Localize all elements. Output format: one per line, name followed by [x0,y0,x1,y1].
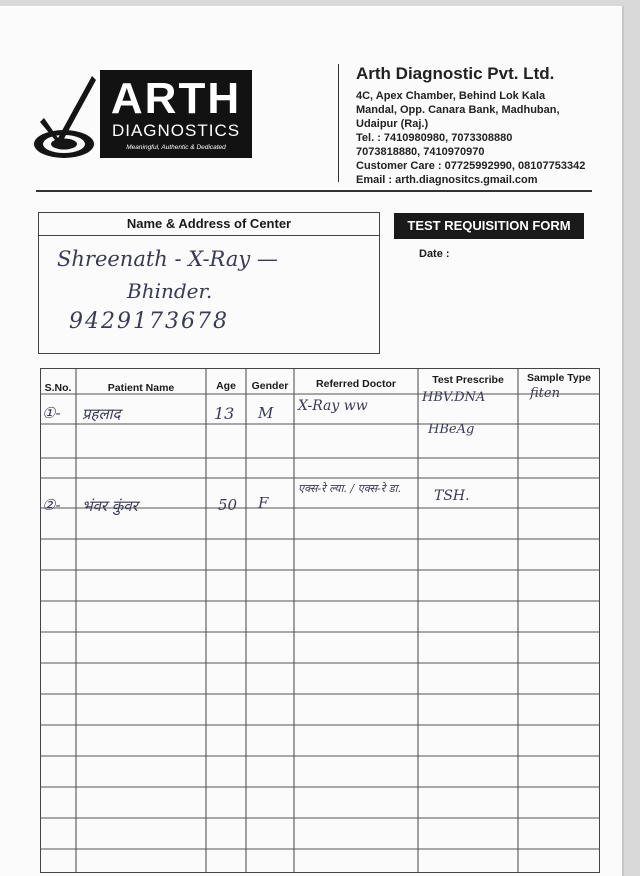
center-town-handwriting: Bhinder. [127,279,213,303]
entry-2-test-1: TSH. [434,488,470,504]
address-line: Udaipur (Raj.) [356,118,429,130]
email: Email : arth.diagnositcs.gmail.com [356,174,538,186]
address-line: Mandal, Opp. Canara Bank, Madhuban, [356,104,560,116]
header-patient-name: Patient Name [107,382,175,394]
entry-1-sample-type: fiten [530,386,560,401]
company-name: Arth Diagnostic Pvt. Ltd. [356,64,555,83]
table-grid [40,368,600,873]
entry-2-age: 50 [218,496,238,514]
patient-table [40,368,600,873]
entry-2-sno: ②- [42,496,61,514]
header-age: Age [216,380,236,392]
entry-1-patient-name: प्रहलाद [82,405,121,423]
entry-1-gender: M [258,404,274,422]
center-name-handwriting: Shreenath - X-Ray — [57,247,278,271]
address-line: 4C, Apex Chamber, Behind Lok Kala [356,90,546,102]
header-rule [36,190,592,192]
company-details [356,62,616,187]
form-title-badge: TEST REQUISITION FORM [394,213,584,239]
header-test-prescribe: Test Prescribe [432,374,504,386]
telephone-line: Tel. : 7410980980, 7073308880 [356,132,513,144]
header-sample-type: Sample Type [527,372,591,384]
customer-care: Customer Care : 07725992990, 08107753342 [356,160,586,172]
entry-2-referred-doctor: एक्स-रे ल्या. / एक्स-रे डा. [298,482,402,495]
header-referred-doctor: Referred Doctor [316,378,396,390]
entry-1-referred-doctor: X-Ray ww [298,398,368,414]
requisition-form-page [0,6,622,876]
logo-word-arth: ARTH [110,74,242,123]
center-address-box [38,212,380,354]
entry-1-sno: ①- [42,404,61,422]
date-label: Date : [419,248,450,260]
entry-1-test-1: HBV.DNA [422,390,486,405]
header-gender: Gender [251,380,289,392]
entry-1-test-2: HBeAg [428,422,475,437]
logo-tagline: Meaningful, Authentic & Dedicated [126,144,226,151]
target-check-logo-icon [30,72,102,162]
header-sno: S.No. [44,382,72,394]
entry-2-gender: F [258,494,269,512]
entry-2-patient-name: भंवर कुंवर [82,497,138,515]
arth-logo [100,70,252,158]
center-phone-handwriting: 9429173678 [69,309,229,334]
telephone-line: 7073818880, 7410970970 [356,146,485,158]
header-divider [338,64,339,182]
entry-1-age: 13 [214,404,235,423]
center-box-title: Name & Address of Center [39,213,379,236]
logo-word-diagnostics: DIAGNOSTICS [111,121,241,140]
